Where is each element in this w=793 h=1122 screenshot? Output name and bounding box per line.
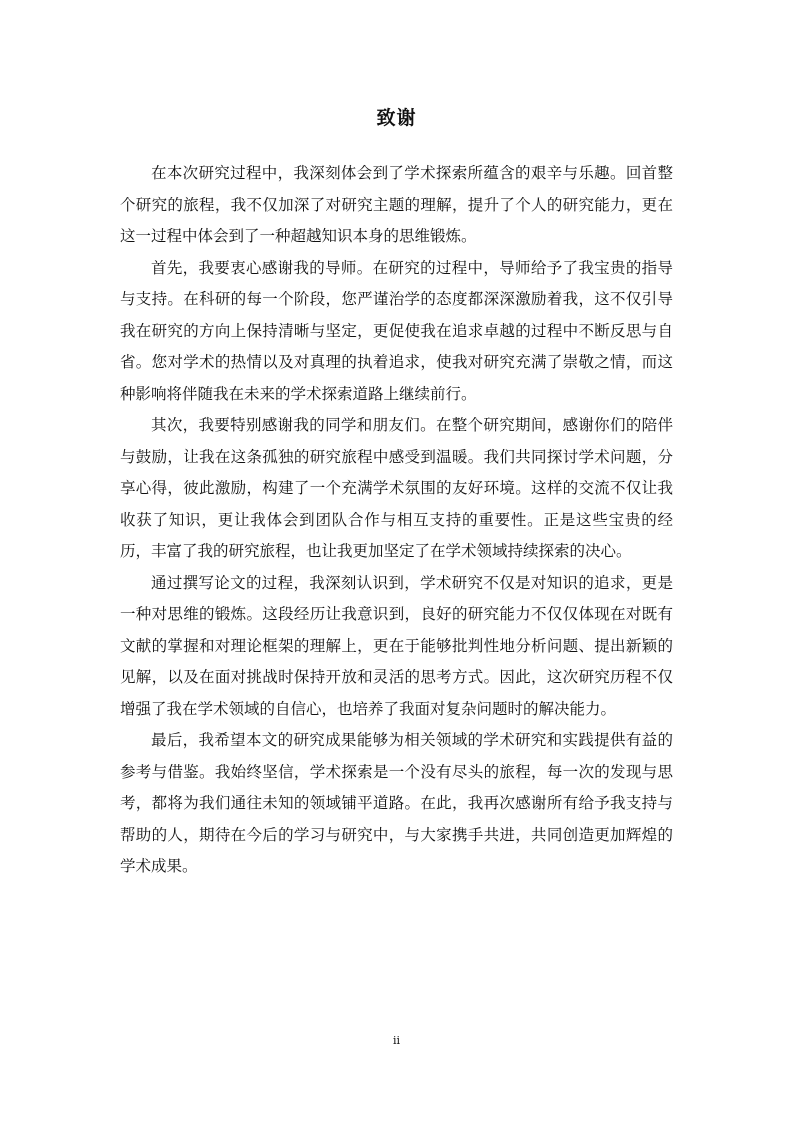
body-text [120,158,673,883]
paragraph-classmates: 其次，我要特别感谢我的同学和朋友们。在整个研究期间，感谢你们的陪伴与鼓励，让我在这条孤独的研究旅程中感受到温暖。我们共同探讨学术问题，分享心得，彼此激励，构建了一个充满学术氛围的友好环境。这样的交流不仅让我收获了知识，更让我体会到团队合作与相互支持的重要性。正是这些宝贵的经历，丰富了我的研究旅程，也让我更加坚定了在学术领域持续探索的决心。 [120,416,673,560]
paragraph-advisor: 首先，我要衷心感谢我的导师。在研究的过程中，导师给予了我宝贵的指导与支持。在科研的每一个阶段，您严谨治学的态度都深深激励着我，这不仅引导我在研究的方向上保持清晰与坚定，更促使我在追求卓越的过程中不断反思与自省。您对学术的热情以及对真理的执着追求，使我对研究充满了崇敬之情，而这种影响将伴随我在未来的学术探索道路上继续前行。 [120,258,673,403]
page-title: 致谢 [376,107,417,129]
paragraph-closing: 最后，我希望本文的研究成果能够为相关领域的学术研究和实践提供有益的参考与借鉴。我始终坚信，学术探索是一个没有尽头的旅程，每一次的发现与思考，都将为我们通往未知的领域铺平道路。在此，我再次感谢所有给予我支持与帮助的人，期待在今后的学习与研究中，与大家携手共进，共同创造更加辉煌的学术成果。 [120,731,673,875]
page-number: ii [392,1034,401,1047]
paragraph-intro: 在本次研究过程中，我深刻体会到了学术探索所蕴含的艰辛与乐趣。回首整个研究的旅程，我不仅加深了对研究主题的理解，提升了个人的研究能力，更在这一过程中体会到了一种超越知识本身的思维锻炼。 [120,164,673,245]
paragraph-reflection: 通过撰写论文的过程，我深刻认识到，学术研究不仅是对知识的追求，更是一种对思维的锻炼。这段经历让我意识到，良好的研究能力不仅仅体现在对既有文献的掌握和对理论框架的理解上，更在于能够批判性地分析问题、提出新颖的见解，以及在面对挑战时保持开放和灵活的思考方式。因此，这次研究历程不仅增强了我在学术领域的自信心，也培养了我面对复杂问题时的解决能力。 [120,573,673,718]
